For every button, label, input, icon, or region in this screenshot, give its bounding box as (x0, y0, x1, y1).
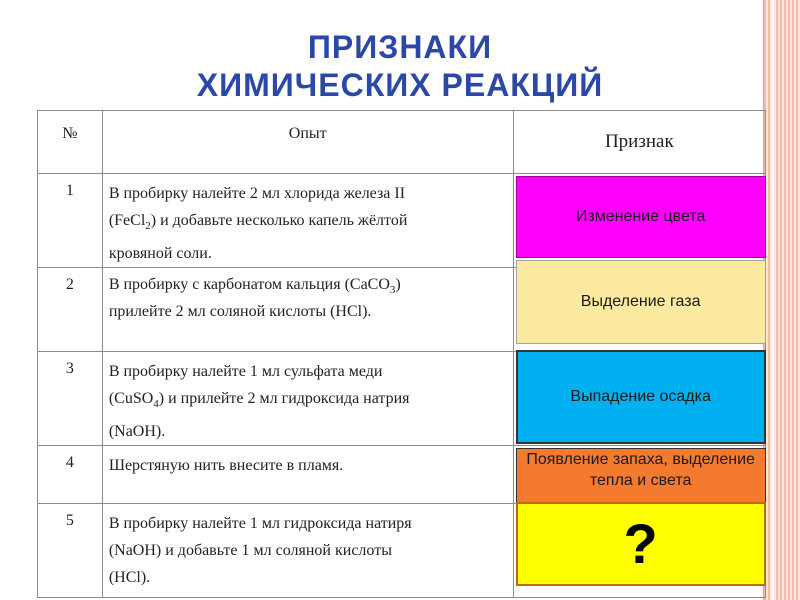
row-num: 1 (38, 174, 103, 268)
sign-badge-smell-heat-light: Появление запаха, выделение тепла и света (516, 448, 766, 504)
header-experiment: Опыт (102, 111, 513, 174)
row-experiment: В пробирку налейте 2 мл хлорида железа II (FeCl$_2$) и добавьте несколько капель жёлтой кровяной соли. (102, 174, 513, 268)
table-row (38, 504, 766, 598)
table-row (38, 174, 766, 268)
row-num: 5 (38, 504, 103, 598)
reactions-table (37, 110, 766, 598)
page-title-line-1: ПРИЗНАКИ (307, 29, 493, 65)
row-sign-cell (513, 504, 765, 598)
row-num: 4 (38, 446, 103, 504)
table-row (38, 446, 766, 504)
sign-badge-question: ? (516, 502, 766, 586)
row-sign-cell (513, 268, 765, 352)
table-header-row (38, 111, 766, 174)
sign-badge-precipitate: Выпадение осадка (516, 350, 766, 444)
sign-badge-color-change: Изменение цвета (516, 176, 766, 258)
row-sign-cell (513, 174, 765, 268)
table-row (38, 352, 766, 446)
sign-badge-gas: Выделение газа (516, 260, 766, 344)
row-experiment: В пробирку налейте 1 мл гидроксида натиря (NaOH) и добавьте 1 мл соляной кислоты (HCl). (102, 504, 513, 598)
table-row (38, 268, 766, 352)
page-title-line-2: ХИМИЧЕСКИХ РЕАКЦИЙ (196, 67, 604, 103)
row-experiment: Шерстяную нить внесите в пламя. (102, 446, 513, 504)
header-sign: Признак (513, 111, 765, 174)
row-sign-cell (513, 352, 765, 446)
row-sign-cell (513, 446, 765, 504)
row-experiment: В пробирку с карбонатом кальция (CaCO$_3$) прилейте 2 мл соляной кислоты (HCl). (102, 268, 513, 352)
row-experiment: В пробирку налейте 1 мл сульфата меди (CuSO$_4$) и прилейте 2 мл гидроксида натрия (NaOH). (102, 352, 513, 446)
decorative-border (763, 0, 800, 600)
row-num: 2 (38, 268, 103, 352)
row-num: 3 (38, 352, 103, 446)
header-num: № (38, 111, 103, 174)
